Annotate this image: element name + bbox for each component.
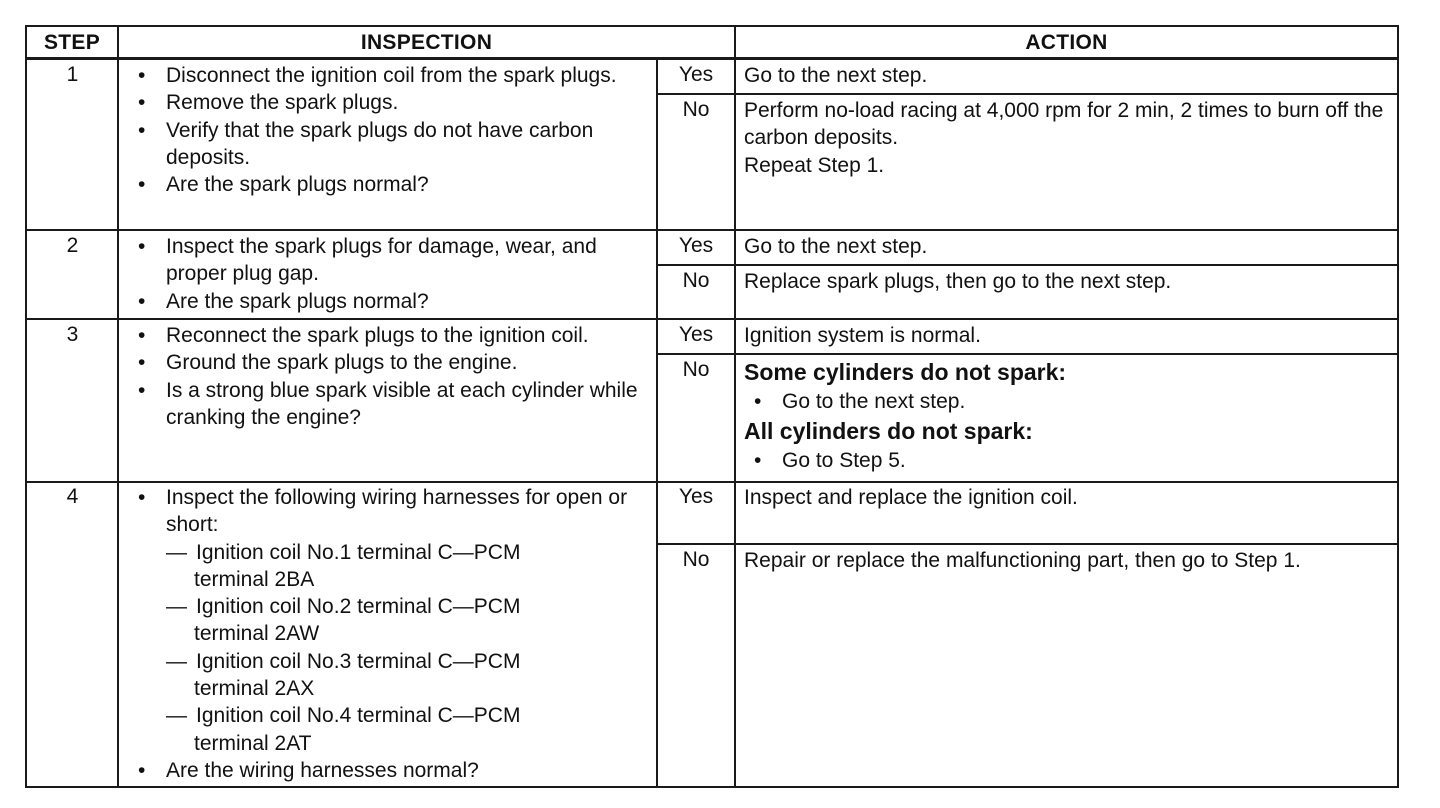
dash-marker: — (166, 595, 187, 619)
no-action-line: Perform no-load racing at 4,000 rpm for 2 min, 2 times to burn off the carbon deposits. (744, 99, 1384, 150)
condition-item: • Go to Step 5. (744, 446, 1396, 475)
table-border-bottom (25, 786, 1399, 788)
no-action (744, 357, 1396, 475)
inspection-item: • Is a strong blue spark visible at each cylinder while cranking the engine? (136, 377, 654, 432)
harness-terminal: terminal 2BA (194, 567, 315, 591)
inspection-list (136, 62, 654, 198)
row-divider (25, 229, 1399, 231)
header-inspection: INSPECTION (360, 31, 493, 54)
yes-no-divider (657, 264, 1399, 266)
yes-action: Inspect and replace the ignition coil. (744, 486, 1078, 509)
no-action (744, 97, 1396, 179)
yes-action: Go to the next step. (744, 64, 928, 87)
inspection-item: • Verify that the spark plugs do not have carbon deposits. (136, 117, 654, 172)
harness-terminal: terminal 2AT (194, 731, 312, 755)
inspection-item: • Remove the spark plugs. (136, 89, 654, 116)
dash-marker: — (166, 649, 187, 673)
header-action: ACTION (1025, 31, 1108, 54)
no-action: Replace spark plugs, then go to the next step. (744, 270, 1172, 293)
harness-line: Ignition coil No.3 terminal C—PCM (196, 649, 521, 673)
inspection-item: • Are the spark plugs normal? (136, 171, 654, 198)
yes-no-divider (657, 93, 1399, 95)
no-action-line: Repeat Step 1. (744, 153, 885, 177)
inspection-list (136, 233, 654, 315)
yes-label: Yes (678, 234, 714, 257)
yes-label: Yes (678, 323, 714, 346)
yes-action: Ignition system is normal. (744, 324, 981, 347)
condition-heading: All cylinders do not spark: (744, 418, 1033, 444)
inspection-item: • Are the spark plugs normal? (136, 288, 654, 315)
yes-label: Yes (678, 485, 714, 508)
no-label: No (682, 98, 710, 121)
column-divider-inspection (656, 58, 658, 788)
no-label: No (682, 269, 710, 292)
no-action: Repair or replace the malfunctioning part, then go to Step 1. (744, 549, 1301, 572)
inspection-item: • Reconnect the spark plugs to the ignition coil. (136, 322, 654, 349)
column-divider-step (117, 25, 119, 788)
step-number: 3 (66, 323, 79, 346)
inspection-item: • Ground the spark plugs to the engine. (136, 349, 654, 376)
condition-heading: Some cylinders do not spark: (744, 359, 1067, 385)
row-divider (25, 318, 1399, 320)
table-border-right (1397, 25, 1399, 788)
row-divider (25, 481, 1399, 483)
no-label: No (682, 358, 710, 381)
harness-item (136, 702, 654, 757)
harness-terminal: terminal 2AW (194, 622, 320, 646)
harness-terminal: terminal 2AX (194, 677, 315, 701)
harness-item (136, 539, 654, 594)
step-number: 1 (66, 63, 79, 86)
dash-marker: — (166, 540, 187, 564)
inspection-list (136, 322, 654, 431)
dash-marker: — (166, 704, 187, 728)
step-number: 2 (66, 234, 79, 257)
table-border-left (25, 25, 27, 788)
inspection-item: • Inspect the spark plugs for damage, wear, and proper plug gap. (136, 233, 654, 288)
inspection-item: • Inspect the following wiring harnesses for open or short: (136, 484, 654, 539)
harness-line: Ignition coil No.4 terminal C—PCM (196, 704, 521, 728)
step-number: 4 (66, 485, 79, 508)
yes-no-divider (657, 353, 1399, 355)
inspection-item: • Are the wiring harnesses normal? (136, 757, 654, 784)
yes-label: Yes (678, 63, 714, 86)
inspection-list (136, 484, 654, 784)
inspection-item: • Disconnect the ignition coil from the spark plugs. (136, 62, 654, 89)
harness-item (136, 593, 654, 648)
condition-item: • Go to the next step. (744, 387, 1396, 416)
yes-no-divider (657, 543, 1399, 545)
harness-line: Ignition coil No.1 terminal C—PCM (196, 540, 521, 564)
harness-item (136, 648, 654, 703)
yes-action: Go to the next step. (744, 235, 928, 258)
harness-line: Ignition coil No.2 terminal C—PCM (196, 595, 521, 619)
no-label: No (682, 548, 710, 571)
column-divider-action (734, 25, 736, 788)
header-step: STEP (43, 31, 101, 54)
